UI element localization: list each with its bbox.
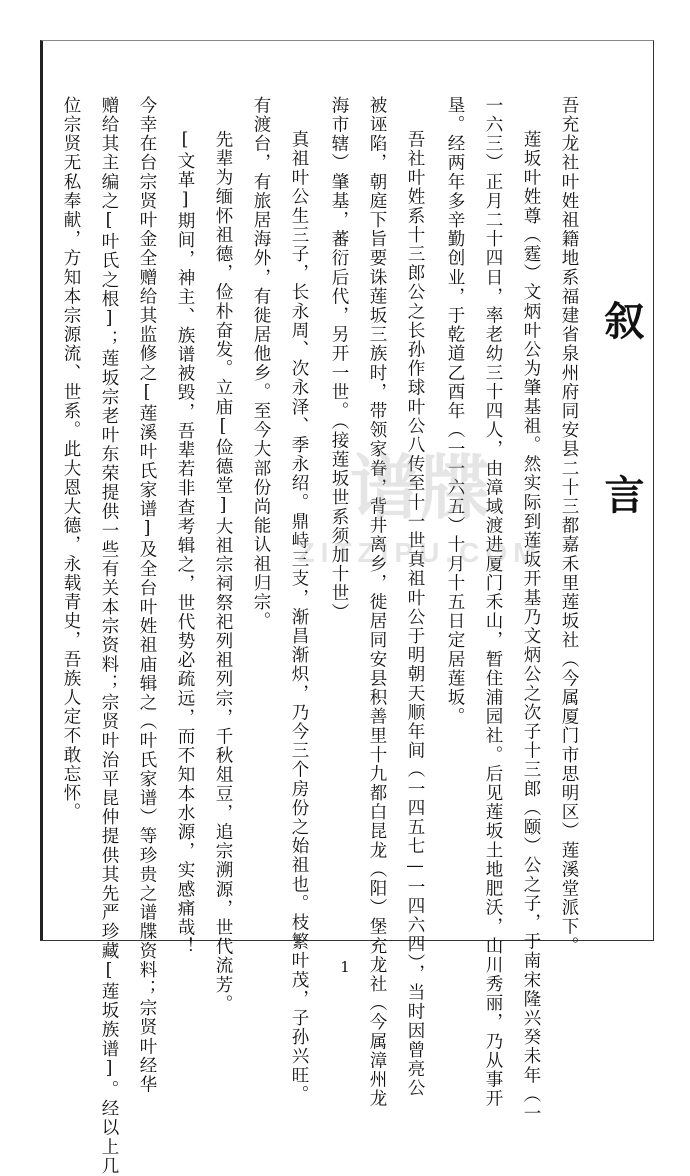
text-column-2: 莲坂叶姓尊（霆）文炳叶公为肇基祖。然实际到莲坂开基乃文炳公之次子十三郎（颐）公之子，于南宋隆兴癸未年（一 [521, 130, 541, 1124]
text-column-3: 一六三）正月二十四日，率老幼三十四人，由漳域渡进厦门禾山，暂住浦园社。后见莲坂土地肥沃，山川秀丽，乃从事开 [483, 96, 503, 1109]
text-column-5: 吾社叶姓系十三郎公之长孙作球叶公八传至十一世真祖叶公于明朝天顺年间（一四五七—一四六四），当时因曾亮公 [405, 130, 425, 1098]
text-column-1: 吾充龙社叶姓祖籍地系福建省泉州府同安县二十三都嘉禾里莲坂社（今属厦门市思明区）莲溪堂派下。 [559, 96, 579, 956]
text-column-14: 位宗贤无私奉献，方知本宗源流、世系。此大恩大德，永载青史，吾族人定不敢忘怀。 [61, 96, 81, 822]
text-column-6: 被诬陷，朝庭下旨要诛莲坂三族时，带领家眷，背井离乡，徙居同安县积善里十九都白昆龙（阳）堡充龙社（今属漳州龙 [367, 96, 387, 1109]
text-column-8: 真祖叶公生三子，长永周、次永泽、季永绍。鼎峙三支，渐昌渐炽，乃今三个房份之始祖也。枝繁叶茂，子孙兴旺。 [289, 130, 309, 1105]
page-title: 叙 言 [598, 300, 645, 574]
text-column-11: [文革]期间，神主、族谱被毁，吾辈若非查考辑之，世代势必疏远，而不知本水源，实感痛哉！ [175, 130, 195, 957]
watermark-main: 谱牒 [350, 449, 490, 527]
page-number: 1 [340, 958, 350, 976]
text-column-12: 今幸在台宗贤叶金全赠给其监修之[莲溪叶氏家谱]及全台叶姓祖庙辑之（叶氏家谱）等珍贵之谱牒资料；宗贤叶经华 [137, 96, 157, 1095]
text-column-10: 先辈为缅怀祖德，俭朴奋发。立庙[俭德堂]大祖宗祠祭祀列祖列宗，千秋俎豆，追宗溯源，世代流芳。 [213, 130, 233, 1014]
text-column-9: 有渡台，有旅居海外，有徙居他乡。至今大部份尚能认祖归宗。 [251, 96, 271, 631]
text-column-13: 赠给其主编之[叶氏之根]；莲坂宗老叶东荣提供一些有关本宗资料；宗贤叶治平昆仲提供其先严珍藏[莲坂族谱]。经以上几 [99, 96, 119, 1176]
text-column-7: 海市辖）肇基，蕃衍后代，另开一世。（接莲坂世系须加十世） [329, 96, 349, 623]
watermark-sub: ZITZIPU.COM [297, 537, 543, 568]
text-column-4: 垦。经两年多辛勤创业，于乾道乙酉年（一一六五）十月十五日定居莲坂。 [445, 96, 465, 727]
